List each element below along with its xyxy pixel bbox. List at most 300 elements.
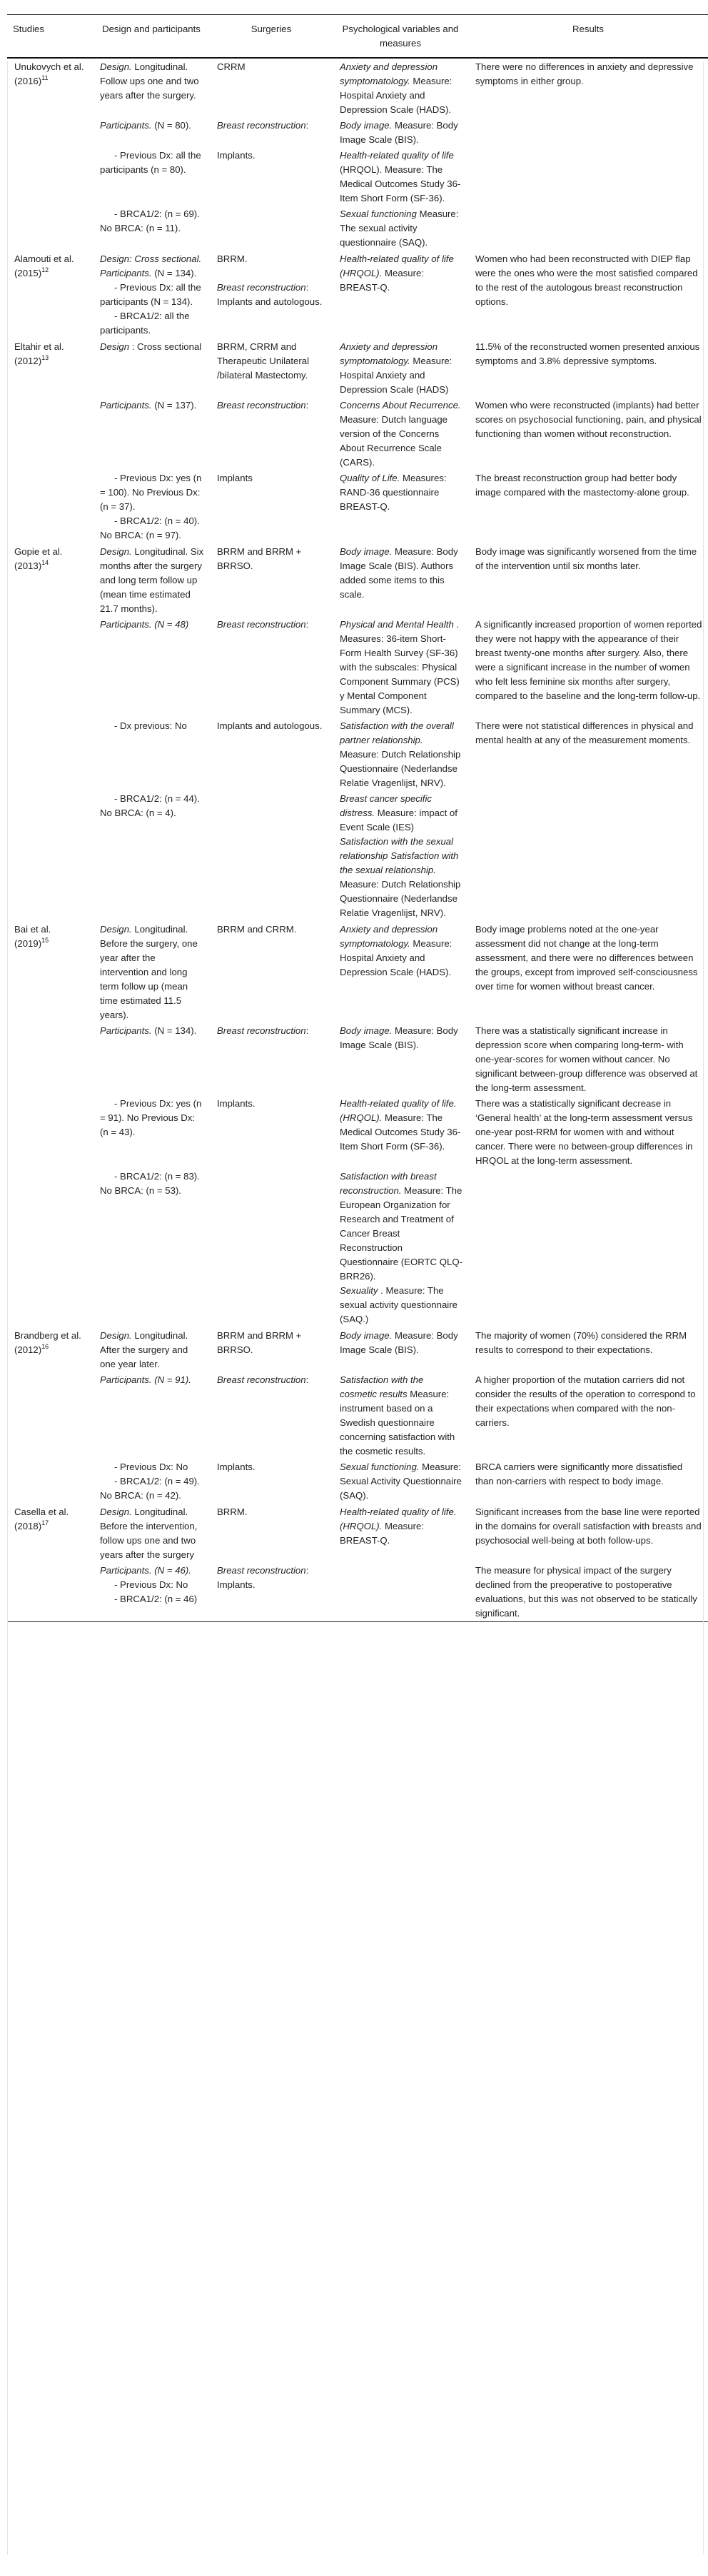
results-cell [468, 471, 708, 543]
design-value: Longitudinal. After the surgery and one year later. [100, 1330, 188, 1369]
design-subitem [100, 1578, 204, 1592]
variable-text [340, 252, 462, 295]
variable-text-secondary [340, 835, 462, 920]
surgery-cell [210, 921, 333, 1023]
study-cell [7, 1459, 93, 1504]
design-subitem [100, 514, 204, 543]
variables-cell [333, 471, 468, 543]
design-cell [93, 471, 210, 543]
table-row [7, 471, 708, 543]
study-cell [7, 1504, 93, 1563]
variable-measure: Measure: Sexual Activity Questionnaire (SAQ). [340, 1461, 462, 1501]
variable-measure: . Measures: 36-item Short-Form Health Survey (SF-36) with the subscales: Physical Component Summary (PCS) y Mental Component Summary (MCS). [340, 619, 460, 715]
surgery-label: Breast reconstruction [217, 1374, 306, 1385]
design-text [100, 398, 204, 413]
variable-text [340, 149, 462, 206]
design-value: (N = 134). [154, 268, 197, 278]
variable-text [340, 1460, 462, 1503]
surgery-cell [210, 543, 333, 617]
table-row [7, 718, 708, 791]
surgery-cell [210, 1459, 333, 1504]
variable-label: Health-related quality of life. (HRQOL). [340, 1098, 457, 1123]
variable-measure: Measure: Hospital Anxiety and Depression Scale (HADS). [340, 938, 452, 977]
study-cell [7, 148, 93, 206]
variables-cell [333, 398, 468, 471]
study-cell [7, 118, 93, 148]
surgery-cell [210, 1096, 333, 1169]
surgery-cell [210, 338, 333, 398]
surgery-cell [210, 1169, 333, 1327]
variables-cell [333, 1459, 468, 1504]
variable-label: Satisfaction with the sexual relationship Satisfaction with the sexual relationship. [340, 836, 459, 875]
variable-label: Anxiety and depression symptomatology. [340, 341, 438, 366]
variable-label: Sexual functioning. [340, 1461, 420, 1472]
reference-number: 15 [41, 936, 49, 944]
surgery-cell [210, 58, 333, 118]
surgery-value: BRRM, CRRM and Therapeutic Unilateral /bilateral Mastectomy. [217, 341, 310, 381]
surgery-cell [210, 1023, 333, 1096]
design-cell [93, 148, 210, 206]
design-cell [93, 1096, 210, 1169]
result-text: BRCA carriers were significantly more dissatisfied than non-carriers with respect to body image. [475, 1461, 683, 1486]
design-text [100, 340, 204, 354]
design-cell [93, 1023, 210, 1096]
design-subitem [100, 281, 204, 309]
surgery-text [217, 545, 327, 573]
results-cell [468, 118, 708, 148]
reference-number: 11 [41, 74, 49, 81]
header-design: Design and participants [102, 24, 201, 34]
design-value: - Previous Dx: all the participants (n = 80). [100, 150, 201, 175]
variable-measure: Measure: impact of Event Scale (IES) [340, 807, 457, 832]
design-text [100, 1373, 204, 1387]
study-year: (2019) [14, 938, 42, 949]
design-cell [93, 718, 210, 791]
results-cell [468, 1096, 708, 1169]
variables-cell [333, 1327, 468, 1372]
variable-measure: Measure: The European Organization for Research and Treatment of Cancer Breast Reconstruction Questionnaire (EORTC QLQ-BRR26). [340, 1185, 462, 1282]
surgery-text [217, 1097, 327, 1111]
variables-cell [333, 58, 468, 118]
surgery-value: : Implants. [217, 1565, 309, 1590]
variable-text [340, 471, 462, 514]
design-text [100, 1329, 204, 1372]
surgery-value: Implants. [217, 150, 256, 161]
result-text: Significant increases from the base line were reported in the domains for overall satisfaction with breasts and psychosocial well-being at both follow-ups. [475, 1506, 702, 1546]
design-text [100, 1024, 204, 1038]
design-label: Design [100, 341, 130, 352]
variable-text [340, 719, 462, 790]
variable-measure: Measure: Body Image Scale (BIS). [340, 120, 458, 145]
variable-measure: . Measure: The sexual activity questionnaire (SAQ.) [340, 1285, 457, 1324]
variables-cell [333, 718, 468, 791]
header-results: Results [572, 24, 604, 34]
design-value: - BRCA1/2: (n = 69). No BRCA: (n = 11). [100, 208, 200, 233]
design-text [100, 1564, 204, 1578]
variable-label: Body image. [340, 1025, 393, 1036]
design-label: Participants. (N = 91). [100, 1374, 191, 1385]
design-cell [93, 1504, 210, 1563]
variable-label: Health-related quality of life. (HRQOL). [340, 1506, 457, 1531]
surgery-value: Implants. [217, 1461, 256, 1472]
results-cell [468, 58, 708, 118]
result-text: Body image problems noted at the one-year assessment did not change at the long-term assessment, and there were no differences between the groups, except from improved self-consciousness over time for women without breast cancer. [475, 924, 698, 992]
design-cell [93, 251, 210, 338]
study-author: Bai et al. [14, 924, 51, 935]
design-cell [93, 206, 210, 251]
design-subitem [100, 1474, 204, 1503]
variables-cell [333, 791, 468, 921]
surgery-value: : [305, 1374, 309, 1385]
variable-label: Health-related quality of life [340, 150, 454, 161]
surgery-text [217, 719, 327, 733]
design-text [100, 545, 204, 616]
surgery-text [217, 1329, 327, 1357]
study-year: (2012) [14, 356, 42, 366]
study-author: Brandberg et al. [14, 1330, 81, 1341]
result-text: There was a statistically significant decrease in ‘General health’ at the long-term assessment versus one-year post-RRM for women with and without cancer. There were no between-group differences in HRQOL at the long-term assessment. [475, 1098, 693, 1166]
design-label: Design. [100, 61, 132, 72]
surgery-cell [210, 1327, 333, 1372]
surgery-value: : Implants and autologous. [217, 282, 323, 307]
study-cell [7, 1372, 93, 1459]
variable-measure: Measure: BREAST-Q. [340, 268, 424, 293]
variable-label: Satisfaction with the overall partner relationship. [340, 720, 454, 745]
study-cell [7, 471, 93, 543]
table-row [7, 1169, 708, 1327]
surgery-cell [210, 118, 333, 148]
variable-measure: Measure: Dutch Relationship Questionnaire (Nederlandse Relatie Vragenlijst, NRV). [340, 749, 461, 788]
variables-cell [333, 1169, 468, 1327]
table-row [7, 1023, 708, 1096]
design-value: (N = 137). [154, 400, 197, 411]
design-value: - Previous Dx: yes (n = 100). No Previous Dx: (n = 37). [100, 473, 202, 512]
table-row [7, 58, 708, 118]
surgery-cell [210, 206, 333, 251]
study-cell [7, 338, 93, 398]
variables-cell [333, 617, 468, 718]
table-row [7, 118, 708, 148]
results-cell [468, 921, 708, 1023]
variables-cell [333, 543, 468, 617]
design-cell [93, 338, 210, 398]
variable-measure: (HRQOL). Measure: The Medical Outcomes Study 36-Item Short Form (SF-36). [340, 164, 461, 203]
result-text: There were no differences in anxiety and depressive symptoms in either group. [475, 61, 694, 86]
design-cell [93, 791, 210, 921]
result-text: A higher proportion of the mutation carriers did not consider the results of the operation to correspond to their expectations when compared with the non-carriers. [475, 1374, 696, 1428]
surgery-value: BRRM. [217, 1506, 248, 1517]
variables-cell [333, 148, 468, 206]
variables-cell [333, 1023, 468, 1096]
variable-text [340, 618, 462, 718]
study-year: (2013) [14, 560, 42, 571]
design-text [100, 1097, 204, 1139]
results-cell [468, 1023, 708, 1096]
variable-measure: Measure: Body Image Scale (BIS). [340, 1025, 458, 1050]
surgery-text [217, 398, 327, 413]
design-cell [93, 1563, 210, 1622]
surgery-text [217, 340, 327, 383]
result-text: A significantly increased proportion of women reported they were not happy with the appearance of their breast twenty-one months after surgery. Also, there were a significant increase in the number of women who felt less feminine six months after surgery, compared to the baseline and the long-term follow-up. [475, 619, 702, 701]
design-value: - BRCA1/2: (n = 83). No BRCA: (n = 53). [100, 1171, 200, 1196]
design-value: - BRCA1/2: (n = 44). No BRCA: (n = 4). [100, 793, 200, 818]
design-cell [93, 617, 210, 718]
design-subitem-text: - Previous Dx: No [114, 1579, 188, 1590]
variable-label: Physical and Mental Health [340, 619, 454, 630]
surgery-text [217, 471, 327, 485]
study-cell [7, 1563, 93, 1622]
surgery-text [217, 149, 327, 163]
design-cell [93, 921, 210, 1023]
variables-cell [333, 1096, 468, 1169]
surgery-value: BRRM. [217, 253, 248, 264]
results-cell [468, 398, 708, 471]
design-value: Longitudinal. Six months after the surgery and long term follow up (mean time estimated 21.7 months). [100, 546, 204, 614]
design-label: Design. [100, 1330, 132, 1341]
variables-cell [333, 251, 468, 338]
surgery-text [217, 1373, 327, 1387]
variable-measure: Measures: RAND-36 questionnaire BREAST-Q. [340, 473, 447, 512]
design-value: - Previous Dx: No [114, 1461, 188, 1472]
design-value: Longitudinal. Before the surgery, one year after the intervention and long term follow up (mean time estimated 11.5 years). [100, 924, 198, 1020]
variable-text [340, 1169, 462, 1284]
results-cell [468, 617, 708, 718]
design-subitem [100, 309, 204, 338]
variable-text [340, 1097, 462, 1154]
surgery-value: : [305, 1025, 309, 1036]
reference-number: 14 [41, 558, 49, 566]
table-row [7, 338, 708, 398]
design-label: Design. [100, 1506, 132, 1517]
result-text: The breast reconstruction group had better body image compared with the mastectomy-alone group. [475, 473, 689, 498]
results-cell [468, 1504, 708, 1563]
design-subitem-text: - Previous Dx: all the participants (N = 134). [100, 282, 201, 307]
study-cell [7, 251, 93, 338]
design-subitem-text: - BRCA1/2: (n = 49). No BRCA: (n = 42). [100, 1476, 200, 1501]
design-cell [93, 1327, 210, 1372]
variable-text [340, 922, 462, 980]
table-row [7, 206, 708, 251]
variable-label: Anxiety and depression symptomatology. [340, 61, 438, 86]
surgery-value: : [305, 400, 309, 411]
result-text: Women who had been reconstructed with DIEP flap were the ones who were the most satisfied compared to the rest of the autologous breast reconstruction options. [475, 253, 698, 307]
reference-number: 13 [41, 353, 49, 361]
variable-label: Concerns About Recurrence. [340, 400, 461, 411]
results-cell [468, 206, 708, 251]
surgery-value: : [305, 619, 309, 630]
design-text [100, 60, 204, 103]
design-label: Participants. [100, 400, 152, 411]
study-cell [7, 1023, 93, 1096]
surgery-cell [210, 251, 333, 338]
study-author: Unukovych et al. [14, 61, 84, 72]
study-cell [7, 791, 93, 921]
surgery-text [217, 252, 327, 266]
design-text [100, 792, 204, 820]
design-label: Participants. (N = 46). [100, 1565, 191, 1576]
variables-cell [333, 1563, 468, 1622]
results-cell [468, 543, 708, 617]
study-author: Alamouti et al. [14, 253, 74, 264]
reference-number: 17 [41, 1519, 49, 1526]
surgery-label: Breast reconstruction [217, 282, 306, 293]
variable-text [340, 207, 462, 250]
surgery-value: : [305, 120, 309, 131]
surgery-text [217, 618, 327, 632]
design-text [100, 922, 204, 1022]
variable-text [340, 1505, 462, 1548]
design-label: Design. [100, 924, 132, 935]
variable-label: Quality of Life. [340, 473, 400, 483]
variable-measure: Measure: instrument based on a Swedish questionnaire concerning satisfaction with the cosmetic results. [340, 1389, 455, 1456]
table-row [7, 1372, 708, 1459]
surgery-label: Breast reconstruction [217, 1025, 306, 1036]
table-row [7, 1327, 708, 1372]
table-row [7, 1504, 708, 1563]
variable-text [340, 60, 462, 117]
variables-cell [333, 206, 468, 251]
study-year: (2012) [14, 1344, 42, 1355]
study-cell [7, 617, 93, 718]
variable-text-secondary [340, 1284, 462, 1327]
results-cell [468, 1372, 708, 1459]
header-surgeries: Surgeries [251, 24, 292, 34]
reference-number: 16 [41, 1342, 49, 1350]
design-subitem [100, 1592, 204, 1606]
study-cell [7, 1096, 93, 1169]
results-cell [468, 1169, 708, 1327]
design-subitem-text: - BRCA1/2: (n = 46) [114, 1594, 198, 1604]
results-cell [468, 338, 708, 398]
table-header-row [7, 15, 708, 59]
design-text [100, 1505, 204, 1562]
surgery-label: Breast reconstruction [217, 1565, 306, 1576]
results-cell [468, 148, 708, 206]
study-author: Eltahir et al. [14, 341, 64, 352]
variable-label: Breast cancer specific distress. [340, 793, 432, 818]
design-label: Design: Cross sectional. Participants. [100, 253, 202, 278]
study-cell [7, 921, 93, 1023]
design-text [100, 1169, 204, 1198]
design-label: Participants. [100, 120, 152, 131]
table-row [7, 251, 708, 338]
design-value: : Cross sectional [131, 341, 202, 352]
study-cell [7, 206, 93, 251]
surgery-cell [210, 617, 333, 718]
results-cell [468, 791, 708, 921]
surgery-label: Breast reconstruction [217, 400, 306, 411]
surgery-text [217, 1460, 327, 1474]
table-row [7, 398, 708, 471]
result-text: 11.5% of the reconstructed women presented anxious symptoms and 3.8% depressive symptoms. [475, 341, 700, 366]
surgery-value: BRRM and BRRM + BRRSO. [217, 1330, 302, 1355]
surgery-value: Implants and autologous. [217, 720, 323, 731]
reference-number: 12 [41, 266, 49, 273]
variable-text [340, 545, 462, 602]
variable-text [340, 1329, 462, 1357]
design-value: - Previous Dx: yes (n = 91). No Previous Dx: (n = 43). [100, 1098, 202, 1137]
variable-measure: Measure: The sexual activity questionnaire (SAQ). [340, 208, 459, 248]
studies-table [7, 14, 708, 1622]
design-subitem-text: - BRCA1/2: (n = 40). No BRCA: (n = 97). [100, 515, 200, 540]
study-cell [7, 58, 93, 118]
variable-measure: Measure: Dutch language version of the Concerns About Recurrence Scale (CARS). [340, 414, 448, 468]
result-text: The majority of women (70%) considered the RRM results to correspond to their expectations. [475, 1330, 687, 1355]
study-cell [7, 718, 93, 791]
surgery-value: BRRM and BRRM + BRRSO. [217, 546, 302, 571]
table-body [7, 58, 708, 1622]
variable-text [340, 1024, 462, 1052]
surgery-value: Implants. [217, 1098, 256, 1109]
design-subitem-text: - BRCA1/2: all the participants. [100, 311, 190, 336]
result-text: Body image was significantly worsened from the time of the intervention until six months later. [475, 546, 697, 571]
variable-measure: Measure: Hospital Anxiety and Depression Scale (HADS). [340, 76, 452, 115]
surgery-text [217, 1564, 327, 1592]
surgery-text-secondary [217, 281, 327, 309]
variable-label: Body image. [340, 1330, 393, 1341]
results-cell [468, 1459, 708, 1504]
variable-text [340, 1373, 462, 1459]
results-cell [468, 251, 708, 338]
study-year: (2018) [14, 1521, 42, 1531]
header-variables: Psychological variables and measures [342, 24, 459, 49]
result-text: Women who were reconstructed (implants) had better scores on psychosocial functioning, pain, and physical functioning than women without reconstruction. [475, 400, 702, 439]
variable-measure: Measure: Dutch Relationship Questionnaire (Nederlandse Relatie Vragenlijst, NRV). [340, 879, 461, 918]
surgery-cell [210, 1372, 333, 1459]
results-cell [468, 1563, 708, 1622]
variable-label: Satisfaction with the cosmetic results [340, 1374, 424, 1399]
variable-text [340, 398, 462, 470]
study-year: (2016) [14, 76, 42, 86]
design-value: Longitudinal. Follow ups one and two years after the surgery. [100, 61, 199, 101]
variable-label: Body image. [340, 120, 393, 131]
table-row [7, 791, 708, 921]
results-cell [468, 718, 708, 791]
variables-cell [333, 1504, 468, 1563]
surgery-value: CRRM [217, 61, 246, 72]
variable-measure: Measure: The Medical Outcomes Study 36-Item Short Form (SF-36). [340, 1112, 461, 1152]
study-author: Casella et al. [14, 1506, 69, 1517]
result-text: There was a statistically significant increase in depression score when comparing long-term- with one-year-scores for women without cancer. No significant between-group difference was observed at the long-term assessment. [475, 1025, 698, 1093]
design-cell [93, 118, 210, 148]
surgery-text [217, 922, 327, 937]
surgery-text [217, 119, 327, 133]
design-text [100, 1460, 204, 1474]
variable-label: Satisfaction with breast reconstruction. [340, 1171, 437, 1196]
study-author: Gopie et al. [14, 546, 63, 557]
table-row [7, 617, 708, 718]
variable-measure: Measure: BREAST-Q. [340, 1521, 424, 1546]
surgery-cell [210, 1563, 333, 1622]
study-year: (2015) [14, 268, 42, 278]
variable-label: Health-related quality of life (HRQOL). [340, 253, 454, 278]
design-cell [93, 1459, 210, 1504]
table-row [7, 921, 708, 1023]
variable-text [340, 340, 462, 397]
variables-cell [333, 338, 468, 398]
design-label: Participants. (N = 48) [100, 619, 189, 630]
surgery-cell [210, 1504, 333, 1563]
design-text [100, 471, 204, 514]
surgery-cell [210, 718, 333, 791]
result-text: The measure for physical impact of the surgery declined from the preoperative to postoperative evaluations, but this was not observed to be statically significant. [475, 1565, 697, 1619]
surgery-cell [210, 471, 333, 543]
table-row [7, 1563, 708, 1622]
design-text [100, 252, 204, 281]
design-cell [93, 1372, 210, 1459]
design-cell [93, 58, 210, 118]
surgery-cell [210, 148, 333, 206]
